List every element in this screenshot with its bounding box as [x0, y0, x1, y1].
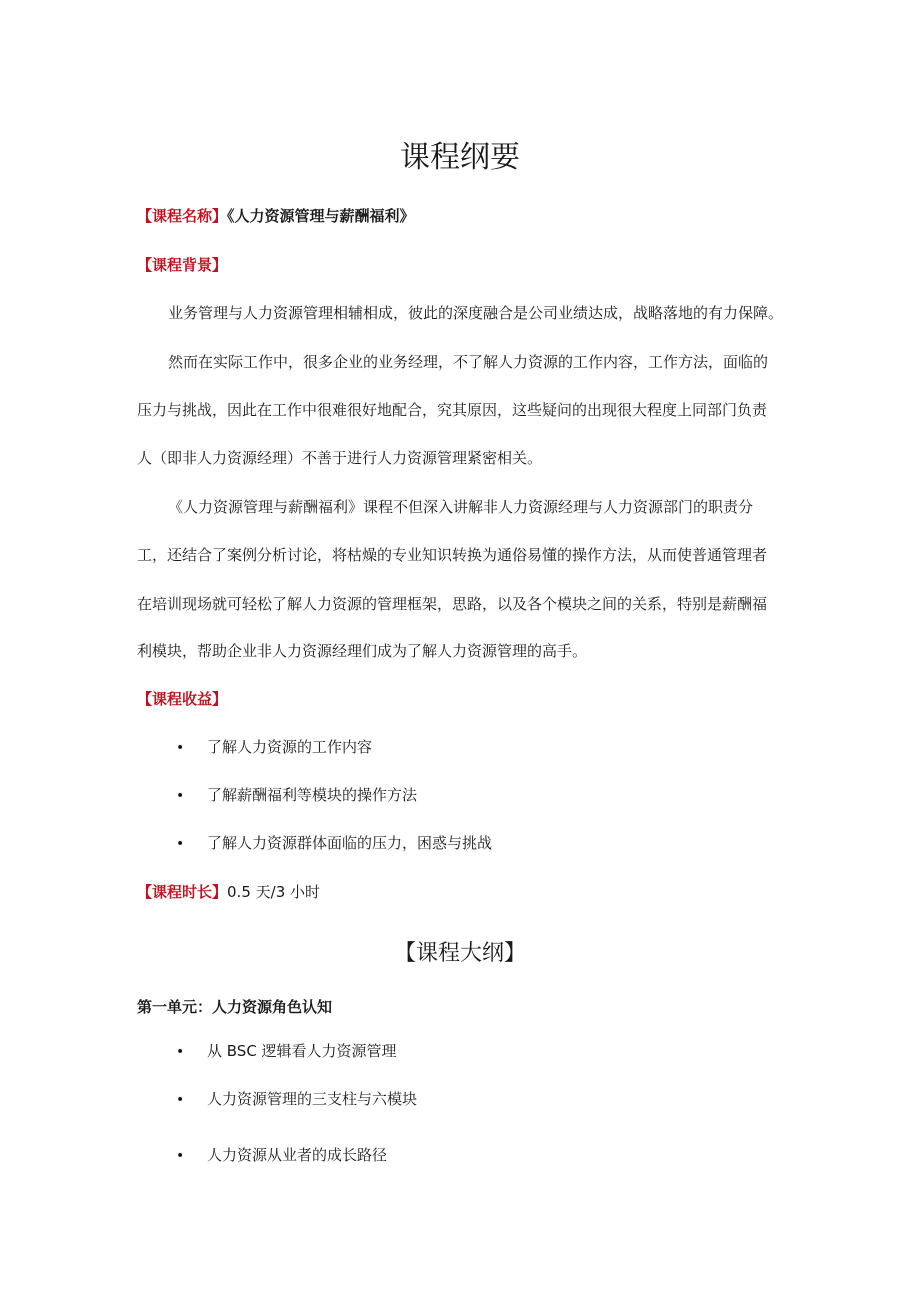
benefit-item: 了解薪酬福利等模块的操作方法: [207, 786, 418, 804]
background-line-7: 在培训现场就可轻松了解人力资源的管理框架，思路，以及各个模块之间的关系，特别是薪酬福: [137, 595, 768, 613]
unit1-title: 第一单元：人力资源角色认知: [137, 998, 333, 1016]
unit1-bullet: •: [176, 1092, 185, 1108]
benefit-item: 了解人力资源群体面临的压力，困惑与挑战: [207, 834, 493, 852]
background-label: 【课程背景】: [137, 256, 228, 274]
background-line-2: 然而在实际工作中，很多企业的业务经理，不了解人力资源的工作内容，工作方法，面临的: [168, 353, 769, 371]
unit1-item: 从 BSC 逻辑看人力资源管理: [207, 1042, 397, 1060]
benefits-label: 【课程收益】: [137, 690, 228, 708]
background-line-3: 压力与挑战，因此在工作中很难很好地配合，究其原因，这些疑问的出现很大程度上同部门负责: [137, 401, 768, 419]
course-name-row: [137, 205, 415, 227]
duration-value: 0.5 天/3 小时: [227, 883, 321, 901]
background-line-6: 工，还结合了案例分析讨论，将枯燥的专业知识转换为通俗易懂的操作方法，从而使普通管理者: [137, 546, 768, 564]
benefit-bullet: •: [176, 788, 185, 804]
course-name-label: 【课程名称】: [137, 207, 228, 225]
duration-row: [137, 881, 320, 903]
unit1-item: 人力资源管理的三支柱与六模块: [207, 1090, 418, 1108]
unit1-bullet: •: [176, 1044, 185, 1060]
unit1-item: 人力资源从业者的成长路径: [207, 1146, 388, 1164]
background-line-4: 人（即非人力资源经理）不善于进行人力资源管理紧密相关。: [137, 449, 543, 467]
outline-title: 【课程大纲】: [393, 941, 526, 966]
background-line-1: 业务管理与人力资源管理相辅相成，彼此的深度融合是公司业绩达成，战略落地的有力保障。: [168, 304, 784, 322]
benefit-bullet: •: [176, 836, 185, 852]
background-line-5: 《人力资源管理与薪酬福利》课程不但深入讲解非人力资源经理与人力资源部门的职责分: [168, 498, 754, 516]
course-name-value: 《人力资源管理与薪酬福利》: [227, 207, 415, 225]
duration-label: 【课程时长】: [137, 883, 228, 901]
benefit-item: 了解人力资源的工作内容: [207, 738, 373, 756]
background-line-8: 利模块，帮助企业非人力资源经理们成为了解人力资源管理的高手。: [137, 642, 588, 660]
benefit-bullet: •: [176, 740, 185, 756]
unit1-bullet: •: [176, 1148, 185, 1164]
page-title: 课程纲要: [400, 140, 520, 175]
